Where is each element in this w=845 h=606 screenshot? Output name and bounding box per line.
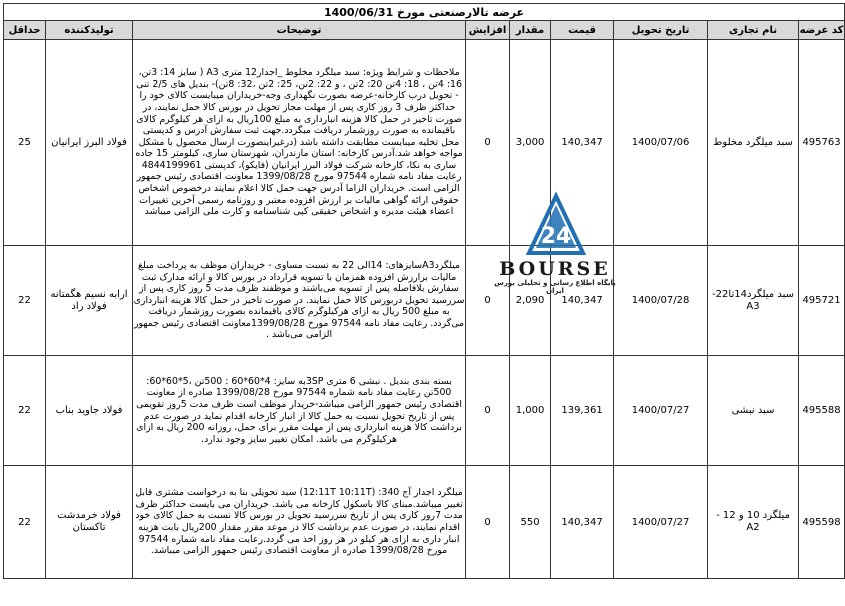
cell-amount: 3,000 (510, 40, 551, 246)
offer-table (3, 3, 845, 579)
cell-amount: 550 (510, 466, 551, 579)
cell-name: سبد میلگرد14تا22-A3 (708, 246, 799, 356)
cell-code: 495588 (799, 356, 845, 466)
header-description: توضیحات (133, 21, 466, 40)
cell-increase: 0 (466, 466, 510, 579)
cell-delivery-date: 1400/07/06 (614, 40, 708, 246)
cell-price: 140,347 (551, 40, 614, 246)
bourse-mountain-icon (526, 193, 586, 257)
cell-producer: فولاد خرمدشت تاکستان (46, 466, 133, 579)
svg-text:24: 24 (540, 224, 572, 249)
table-row (4, 466, 845, 579)
cell-name: میلگرد 10 و 12 - A2 (708, 466, 799, 579)
cell-producer: فولاد البرز ایرانیان (46, 40, 133, 246)
cell-minimum: 22 (4, 356, 46, 466)
cell-description: میلگرد اجدار آج 340: (12:11T 10:11T) سبد تحویلی بنا به درخواست مشتری قابل تغییر میباشد.مبنای کالا باسکول کارخانه می باشد. خریداران می بایست حداکثر ظرف مدت 7روز کاری پس از تاریخ سررسید تحویل در بورس کالا نسبت به حمل کالای خود اقدام نمایند، در صورت عدم برداشت کالا در موعد مقرر مقدار 200ریال بابت هزینه انبار داری به ازای هر کیلو در هر روز اخذ می گردد.رعایت مفاد نامه شماره 97544 مورخ 1399/08/28 صادره از معاونت اقتصادی رئیس جمهور الزامی میباشد. (133, 466, 466, 579)
cell-price: 140,347 (551, 246, 614, 356)
cell-amount: 1,000 (510, 356, 551, 466)
table-row (4, 246, 845, 356)
header-price: قیمت (551, 21, 614, 40)
table-row (4, 40, 845, 246)
cell-increase: 0 (466, 246, 510, 356)
header-minimum: حداقل (4, 21, 46, 40)
logo-wordmark: BOURSE (499, 258, 611, 280)
header-code: کد عرضه (799, 21, 845, 40)
cell-minimum: 22 (4, 246, 46, 356)
cell-delivery-date: 1400/07/27 (614, 356, 708, 466)
header-amount: مقدار (510, 21, 551, 40)
cell-code: 495763 (799, 40, 845, 246)
cell-code: 495721 (799, 246, 845, 356)
cell-increase: 0 (466, 356, 510, 466)
bourse-logo-watermark (488, 193, 622, 295)
cell-price: 139,361 (551, 356, 614, 466)
cell-minimum: 25 (4, 40, 46, 246)
table-title: عرضه تالارصنعتی مورخ 1400/06/31 (4, 4, 845, 21)
table-row (4, 356, 845, 466)
cell-amount: 2,090 (510, 246, 551, 356)
header-row (4, 21, 845, 40)
cell-description: ملاحظات و شرایط ویژه: سبد میلگرد مخلوط _اجدار12 متری A3 ( سایز 14: 3تن، 16: 4تن ، 18: 4تن 20: 2تن ، و 22: 2تن، 25: 2تن ،32: 8تن)- بندیل های 2/5 تنی - تحویل درب کارخانه-عرضه بصورت نگهداری وجه-خریداران میبایست کالای خود را حداکثر ظرف 3 روز کاری پس از مهلت مجاز تحویل در بورس کالا حمل نمایند، در صورت تاخیر در حمل کالا هزینه انبارداری به مبلغ 100ریال به ازای هر کیلوگرم کالای باقیمانده به صورت روزشمار دریافت میگردد.جهت ثبت سفارش آدرس و کدپستی محل تخلیه میبایست مطابقت داشته باشد (درغیراینصورت ارسال محصول با مشکل مواجه خواهد شد.آدرس کارخانه: استان مازندران، شهرستان ساری، کیلومتر 15 جاده ساری به نکا، کارخانه شرکت فولاد البرز ایرانیان (فایکو)، کدپستی 4844199961 رعایت مفاد نامه شماره 97544 مورخ 1399/08/28 معاونت اقتصادی رئیس جمهور الزامی است. خریداران الزاما آدرس جهت حمل کالا اعلام نمایند درخصوص اشخاص حقوقی ارائه گواهی مالیات بر ارزش افزوده معتبر و روزنامه رسمی آخرین تغییرات اعضاء هیئت مدیره و اشخاص حقیقی کپی شناسنامه و کارت ملی الزامی میباشد (133, 40, 466, 246)
cell-name: سبد میلگرد مخلوط (708, 40, 799, 246)
cell-minimum: 22 (4, 466, 46, 579)
header-delivery-date: تاریخ تحویل (614, 21, 708, 40)
cell-delivery-date: 1400/07/28 (614, 246, 708, 356)
cell-increase: 0 (466, 40, 510, 246)
cell-delivery-date: 1400/07/27 (614, 466, 708, 579)
cell-producer: فولاد جاوید بناب (46, 356, 133, 466)
cell-code: 495598 (799, 466, 845, 579)
cell-description: بسته بندی بندیل . نبشی 6 متری 3SPبه سایز: 4*60*60 : 500تن ،5*60*60: 500تن رعایت مفاد نامه شماره 97544 مورخ 1399/08/28 صادره از معاونت اقتصادی رئیس جمهور الزامی میباشد-خریدار موظف است ظرف مدت 5روز تقویمی پس از تاریخ تحویل نسبت به حمل کالا از انبار کارخانه اقدام نماید در صورت عدم برداشت کالا هزینه انبارداری پس از مهلت مقرر برای حمل، روزانه 200 ریال به ازای هرکیلوگرم می باشد. امکان تغییر سایز وجود ندارد. (133, 356, 466, 466)
cell-price: 140,347 (551, 466, 614, 579)
header-name: نام تجاری (708, 21, 799, 40)
cell-description: میلگردA3سایزهای: 14الی 22 به نسبت مساوی - خریداران موظف به پرداخت مبلغ مالیات برارزش افزوده همزمان با تسویه قرارداد در بورس کالا و ارائه مدارک ثبت سفارش بلافاصله پس از تسویه می‌باشند و موظفند ظرف مدت 5 روز کاری پس از سررسید تحویل دربورس کالا حمل نمایند. در صورت تاخیر در حمل کالا هزینه انبارداری به مبلغ 500 ریال به ازای هرکیلوگرم کالای باقیمانده بصورت روزشمار دریافت می‌گردد. رعایت مفاد نامه 97544 مورخ 1399/08/28معاونت اقتصادی رئیس جمهور الزامی می‌باشد . (133, 246, 466, 356)
cell-producer: ارابه نسیم هگمتانه فولاد راد (46, 246, 133, 356)
header-producer: تولیدکننده (46, 21, 133, 40)
cell-name: سبد نبشی (708, 356, 799, 466)
logo-subtitle: پایگاه اطلاع رسانی و تحلیلی بورس ایران (494, 279, 616, 295)
header-increase: افزایش (466, 21, 510, 40)
